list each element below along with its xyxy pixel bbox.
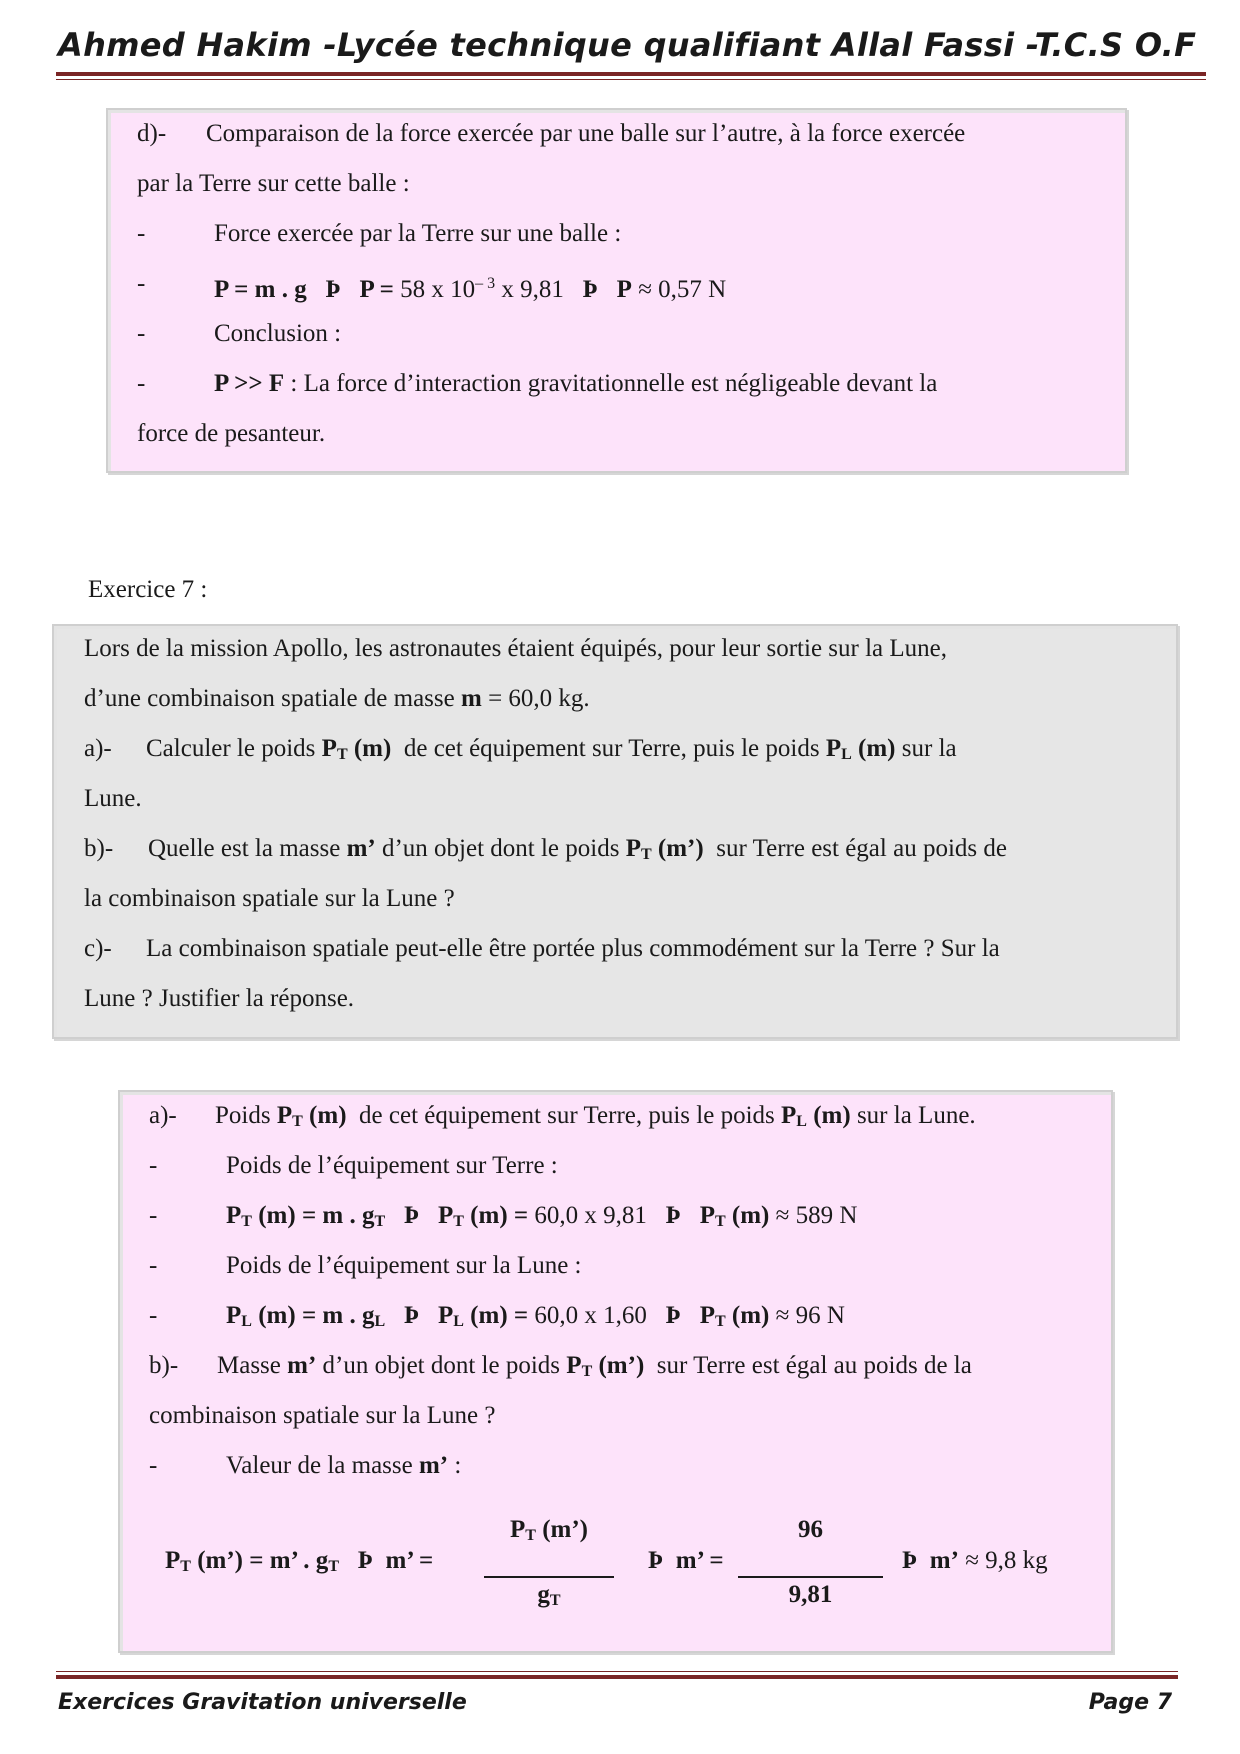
mass-result: Þ m’ ≈ 9,8 kg: [902, 1547, 1048, 1574]
question-a-text-cont: Lune.: [84, 785, 142, 812]
item-d-text: Comparaison de la force exercée par une balle sur l’autre, à la force exercée: [206, 120, 966, 147]
moon-weight-formula: $P_L$ (m) = m . $g_L$ Þ $P_L$ (m) = 60,0 x 1,60 Þ $P_T$ (m) ≈ 96 N: [226, 1302, 845, 1330]
question-b-text-cont: la combinaison spatiale sur la Lune ?: [84, 885, 455, 912]
bullet-dash: -: [137, 220, 146, 247]
conclusion-heading: Conclusion :: [214, 320, 342, 347]
question-c-label: c)-: [84, 935, 112, 962]
page-header-title: Ahmed Hakim -Lycée technique qualifiant Allal Fassi -T.C.S O.F: [58, 26, 1197, 64]
moon-weight-heading: Poids de l’équipement sur la Lune :: [226, 1252, 582, 1279]
answer-b-text: Masse m’ d’un objet dont le poids $P_T$ (m’) sur Terre est égal au poids de la: [217, 1352, 972, 1380]
fraction-1-numerator: $P_T$ (m’): [509, 1516, 588, 1544]
bullet-dash: -: [137, 270, 146, 297]
weight-formula: P = m . g Þ P = 58 x $10^{- 3}$ x 9,81 Þ P ≈ 0,57 N: [214, 275, 727, 303]
fraction-1-denominator: $g_T$: [537, 1581, 561, 1609]
fraction-2-denominator: 9,81: [788, 1581, 833, 1608]
header-rule-thick: [56, 72, 1206, 76]
footer-page-number: Page 7: [1088, 1690, 1172, 1715]
solution-box: [118, 1090, 1113, 1653]
mass-formula-mid: Þ m’ =: [648, 1547, 724, 1574]
question-c-text-cont: Lune ? Justifier la réponse.: [84, 985, 355, 1012]
answer-b-text-cont: combinaison spatiale sur la Lune ?: [149, 1402, 496, 1429]
bullet-dash: -: [149, 1202, 158, 1229]
bullet-dash: -: [149, 1152, 158, 1179]
bullet-dash: -: [137, 320, 146, 347]
answer-b-label: b)-: [149, 1352, 179, 1379]
item-label-d: d)-: [137, 120, 167, 147]
fraction-2-numerator: 96: [798, 1516, 823, 1543]
conclusion-text: P >> F : La force d’interaction gravitationnelle est négligeable devant la: [214, 370, 938, 397]
footer-rule-thin: [56, 1671, 1178, 1672]
bullet-dash: -: [149, 1302, 158, 1329]
bullet-dash: -: [137, 370, 146, 397]
mass-value-heading: Valeur de la masse m’ :: [226, 1452, 462, 1479]
header-rule-thin: [56, 79, 1206, 80]
bullet-dash: -: [149, 1252, 158, 1279]
question-a-text: Calculer le poids $P_T$ (m) de cet équipement sur Terre, puis le poids $P_L$ (m) sur la: [146, 735, 957, 763]
exercise-statement-box: [52, 624, 1178, 1039]
question-b-text: Quelle est la masse m’ d’un objet dont le poids $P_T$ (m’) sur Terre est égal au poids de: [148, 835, 1007, 863]
footer-rule-thick: [56, 1675, 1178, 1679]
answer-a-text: Poids $P_T$ (m) de cet équipement sur Terre, puis le poids $P_L$ (m) sur la Lune.: [215, 1102, 976, 1130]
footer-course-title: Exercices Gravitation universelle: [58, 1690, 467, 1715]
item-d-text-cont: par la Terre sur cette balle :: [137, 170, 410, 197]
statement-line: Lors de la mission Apollo, les astronautes étaient équipés, pour leur sortie sur la Lune,: [84, 635, 948, 662]
answer-box-d: [106, 108, 1127, 473]
answer-a-label: a)-: [149, 1102, 177, 1129]
question-b-label: b)-: [84, 835, 114, 862]
statement-line: d’une combinaison spatiale de masse m = 60,0 kg.: [84, 685, 590, 712]
earth-weight-heading: Poids de l’équipement sur Terre :: [226, 1152, 558, 1179]
force-terre-heading: Force exercée par la Terre sur une balle :: [214, 220, 622, 247]
bullet-dash: -: [149, 1452, 158, 1479]
fraction-1-bar: [484, 1576, 614, 1578]
question-c-text: La combinaison spatiale peut-elle être portée plus commodément sur la Terre ? Sur la: [146, 935, 1000, 962]
conclusion-text-cont: force de pesanteur.: [137, 420, 326, 447]
mass-formula-lhs: $P_T$ (m’) = m’ . $g_T$ Þ m’ =: [165, 1547, 434, 1575]
fraction-2-bar: [738, 1576, 883, 1578]
question-a-label: a)-: [84, 735, 112, 762]
earth-weight-formula: $P_T$ (m) = m . $g_T$ Þ $P_T$ (m) = 60,0 x 9,81 Þ $P_T$ (m) ≈ 589 N: [226, 1202, 858, 1230]
exercise-title: Exercice 7 :: [88, 576, 208, 603]
